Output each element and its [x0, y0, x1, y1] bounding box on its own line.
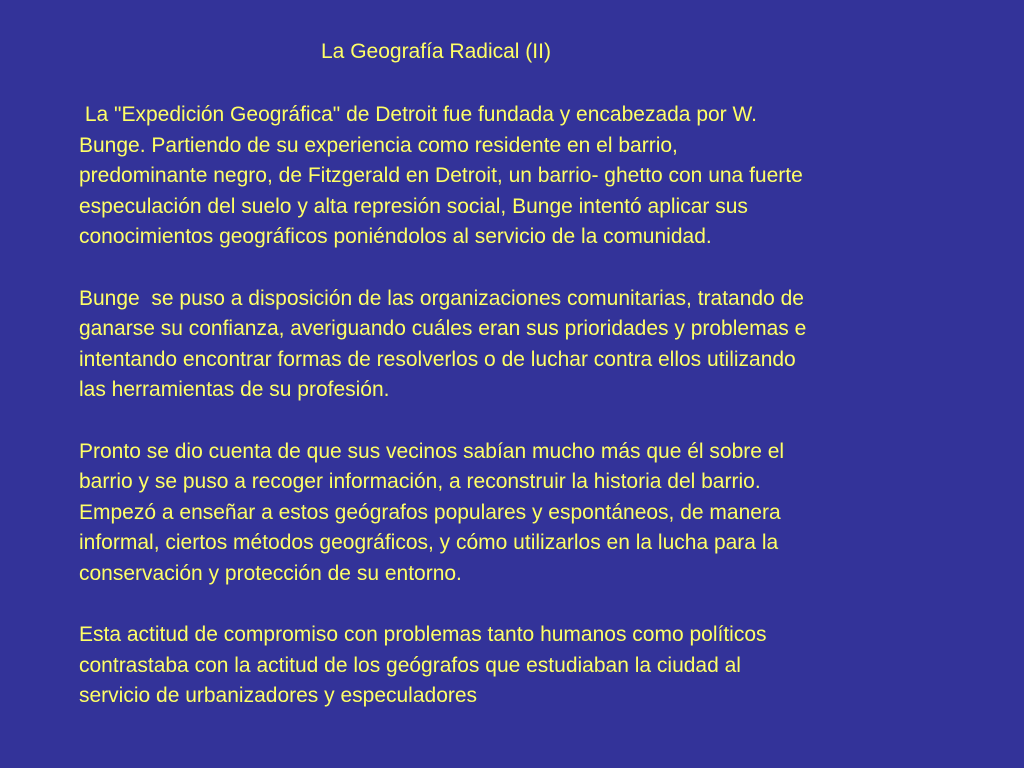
text-line: Esta actitud de compromiso con problemas tanto humanos como políticos [79, 623, 767, 646]
text-line: barrio y se puso a recoger información, a reconstruir la historia del barrio. [79, 470, 761, 493]
text-line: Empezó a enseñar a estos geógrafos populares y espontáneos, de manera [79, 500, 781, 524]
paragraph-1 [79, 100, 979, 253]
text-line: La "Expedición Geográfica" de Detroit fue fundada y encabezada por W. [79, 103, 757, 126]
paragraph-3 [79, 437, 979, 590]
paragraph-2 [79, 284, 979, 406]
text-line: Bunge. Partiendo de su experiencia como residente en el barrio, [79, 133, 678, 157]
slide-title: La Geografía Radical (II) [321, 40, 551, 63]
text-line: conocimientos geográficos poniéndolos al servicio de la comunidad. [79, 225, 712, 248]
text-line: intentando encontrar formas de resolverlos o de luchar contra ellos utilizando [79, 347, 796, 371]
text-line: contrastaba con la actitud de los geógrafos que estudiaban la ciudad al [79, 653, 741, 677]
slide-body [79, 100, 979, 743]
text-line: Bunge se puso a disposición de las organizaciones comunitarias, tratando de [79, 286, 804, 310]
text-line: informal, ciertos métodos geográficos, y cómo utilizarlos en la lucha para la [79, 531, 779, 554]
text-line: predominante negro, de Fitzgerald en Detroit, un barrio- ghetto con una fuerte [79, 164, 803, 187]
text-line: las herramientas de su profesión. [79, 378, 390, 401]
paragraph-4 [79, 620, 979, 712]
text-line: especulación del suelo y alta represión social, Bunge intentó aplicar sus [79, 194, 748, 218]
text-line: conservación y protección de su entorno. [79, 561, 462, 585]
text-line: ganarse su confianza, averiguando cuáles eran sus prioridades y problemas e [79, 317, 807, 340]
text-line: Pronto se dio cuenta de que sus vecinos sabían mucho más que él sobre el [79, 439, 785, 463]
text-line: servicio de urbanizadores y especuladores [79, 684, 478, 707]
